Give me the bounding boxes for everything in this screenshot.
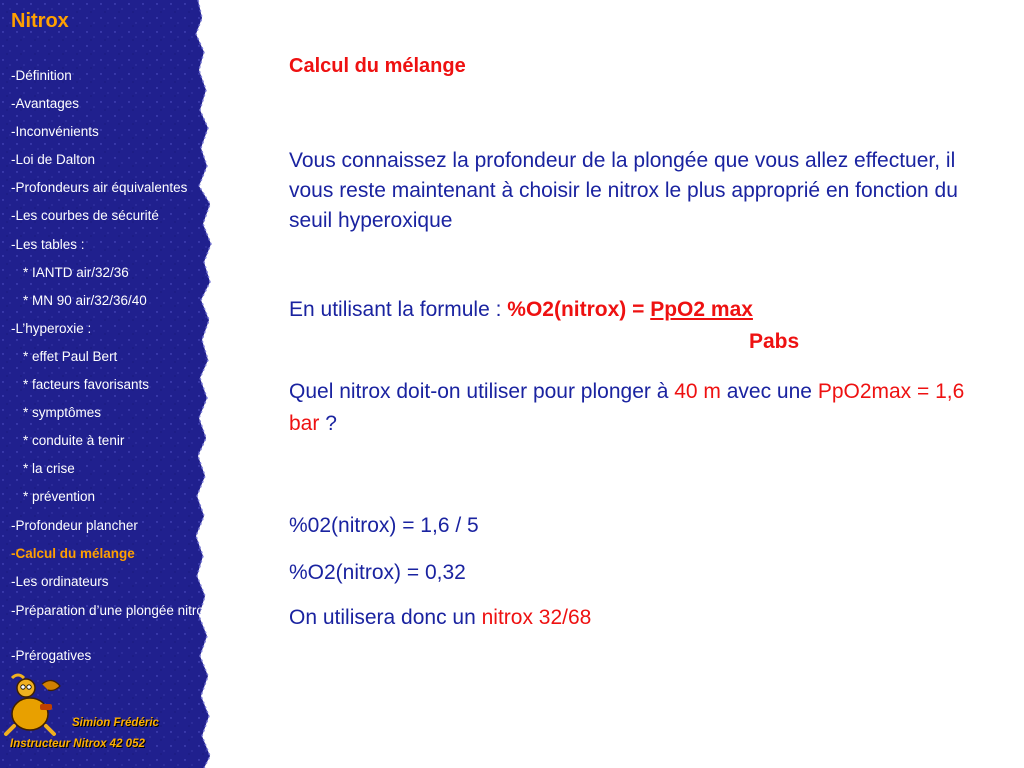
nav-item-ordinateurs[interactable] bbox=[11, 574, 226, 602]
nav-item-avantages[interactable] bbox=[11, 96, 226, 124]
sidebar-title: Nitrox bbox=[11, 10, 69, 32]
nav-item-label[interactable]: -Loi de Dalton bbox=[11, 152, 96, 168]
nav-item-label[interactable]: * conduite à tenir bbox=[23, 433, 125, 449]
nav-item-label[interactable]: * symptômes bbox=[23, 405, 102, 421]
nav-item-definition[interactable] bbox=[11, 68, 226, 96]
nav-item-preparation[interactable] bbox=[11, 601, 211, 648]
calculation-step-1: %02(nitrox) = 1,6 / 5 bbox=[289, 514, 479, 537]
nav-subitem-iantd[interactable] bbox=[11, 265, 226, 293]
nav-item-label[interactable]: * prévention bbox=[23, 489, 96, 505]
nav-item-label[interactable]: -Les ordinateurs bbox=[11, 573, 109, 589]
conclusion-line bbox=[289, 606, 591, 630]
nav-item-label[interactable]: * effet Paul Bert bbox=[23, 348, 118, 364]
nav-item-label[interactable]: -L’hyperoxie : bbox=[11, 320, 92, 336]
nav-item-label[interactable]: -Profondeurs air équivalentes bbox=[11, 180, 188, 196]
conclusion-mix: nitrox 32/68 bbox=[481, 606, 592, 629]
question-text-a: Quel nitrox doit-on utiliser pour plonger à bbox=[289, 380, 675, 403]
nav-item-tables[interactable] bbox=[11, 237, 226, 265]
nav-subitem-prevention[interactable] bbox=[11, 489, 226, 517]
nav-item-label[interactable]: -Les tables : bbox=[11, 236, 85, 252]
formula-lhs: %O2(nitrox) = bbox=[507, 298, 651, 321]
nav-item-label[interactable]: * IANTD air/32/36 bbox=[23, 264, 129, 280]
nav-item-hyperoxie[interactable] bbox=[11, 321, 226, 349]
page-title: Calcul du mélange bbox=[289, 55, 466, 77]
diver-mascot-icon bbox=[2, 668, 72, 738]
nav-item-courbes-securite[interactable] bbox=[11, 208, 226, 236]
question-text-c: ? bbox=[319, 412, 337, 435]
nav-item-label[interactable]: * facteurs favorisants bbox=[23, 377, 150, 393]
nav-item-inconvenients[interactable] bbox=[11, 124, 226, 152]
nav-item-label[interactable]: -Définition bbox=[11, 68, 72, 83]
nav-item-label[interactable]: -Avantages bbox=[11, 96, 80, 112]
nav-item-calcul-melange-active[interactable] bbox=[11, 546, 226, 574]
question-ppo2: PpO2max = 1,6 bar bbox=[289, 380, 965, 435]
formula-denominator: Pabs bbox=[749, 330, 800, 353]
nav-item-profondeur-plancher[interactable] bbox=[11, 518, 226, 546]
nav-item-label[interactable]: -Profondeur plancher bbox=[11, 517, 138, 533]
nav-subitem-crise[interactable] bbox=[11, 461, 226, 489]
nav-item-label[interactable]: -Inconvénients bbox=[11, 124, 99, 140]
nav-item-label[interactable]: -Prérogatives bbox=[11, 647, 92, 663]
formula-numerator: PpO2 max bbox=[650, 298, 753, 321]
nav-subitem-conduite[interactable] bbox=[11, 433, 226, 461]
formula-prefix: En utilisant la formule : bbox=[289, 298, 508, 321]
author-role: Instructeur Nitrox 42 052 bbox=[10, 738, 145, 750]
nav-subitem-symptomes[interactable] bbox=[11, 405, 226, 433]
sidebar-nav bbox=[11, 68, 226, 676]
conclusion-text: On utilisera donc un bbox=[289, 606, 482, 629]
author-name: Simion Frédéric bbox=[72, 717, 159, 729]
nav-item-label[interactable]: -Les courbes de sécurité bbox=[11, 208, 159, 224]
calculation-step-2: %O2(nitrox) = 0,32 bbox=[289, 561, 466, 584]
intro-paragraph: Vous connaissez la profondeur de la plongée que vous allez effectuer, il vous reste maintenant à choisir le nitrox le plus approprié en fonction du seuil hyperoxique bbox=[289, 149, 958, 232]
nav-subitem-mn90[interactable] bbox=[11, 293, 226, 321]
question-paragraph bbox=[289, 376, 979, 440]
nav-subitem-facteurs[interactable] bbox=[11, 377, 226, 405]
nav-item-label[interactable]: -Préparation d’une plongée nitrox bbox=[11, 602, 211, 618]
question-text-b: avec une bbox=[720, 380, 818, 403]
formula-line bbox=[289, 298, 753, 322]
nav-subitem-paul-bert[interactable] bbox=[11, 349, 226, 377]
nav-item-label[interactable]: * la crise bbox=[23, 461, 75, 477]
nav-item-loi-dalton[interactable] bbox=[11, 152, 226, 180]
sidebar bbox=[0, 0, 232, 768]
nav-item-label[interactable]: * MN 90 air/32/36/40 bbox=[23, 292, 147, 308]
nav-item-label[interactable]: -Calcul du mélange bbox=[11, 545, 135, 561]
question-depth: 40 m bbox=[674, 380, 721, 403]
nav-item-profondeurs-air[interactable] bbox=[11, 180, 226, 208]
